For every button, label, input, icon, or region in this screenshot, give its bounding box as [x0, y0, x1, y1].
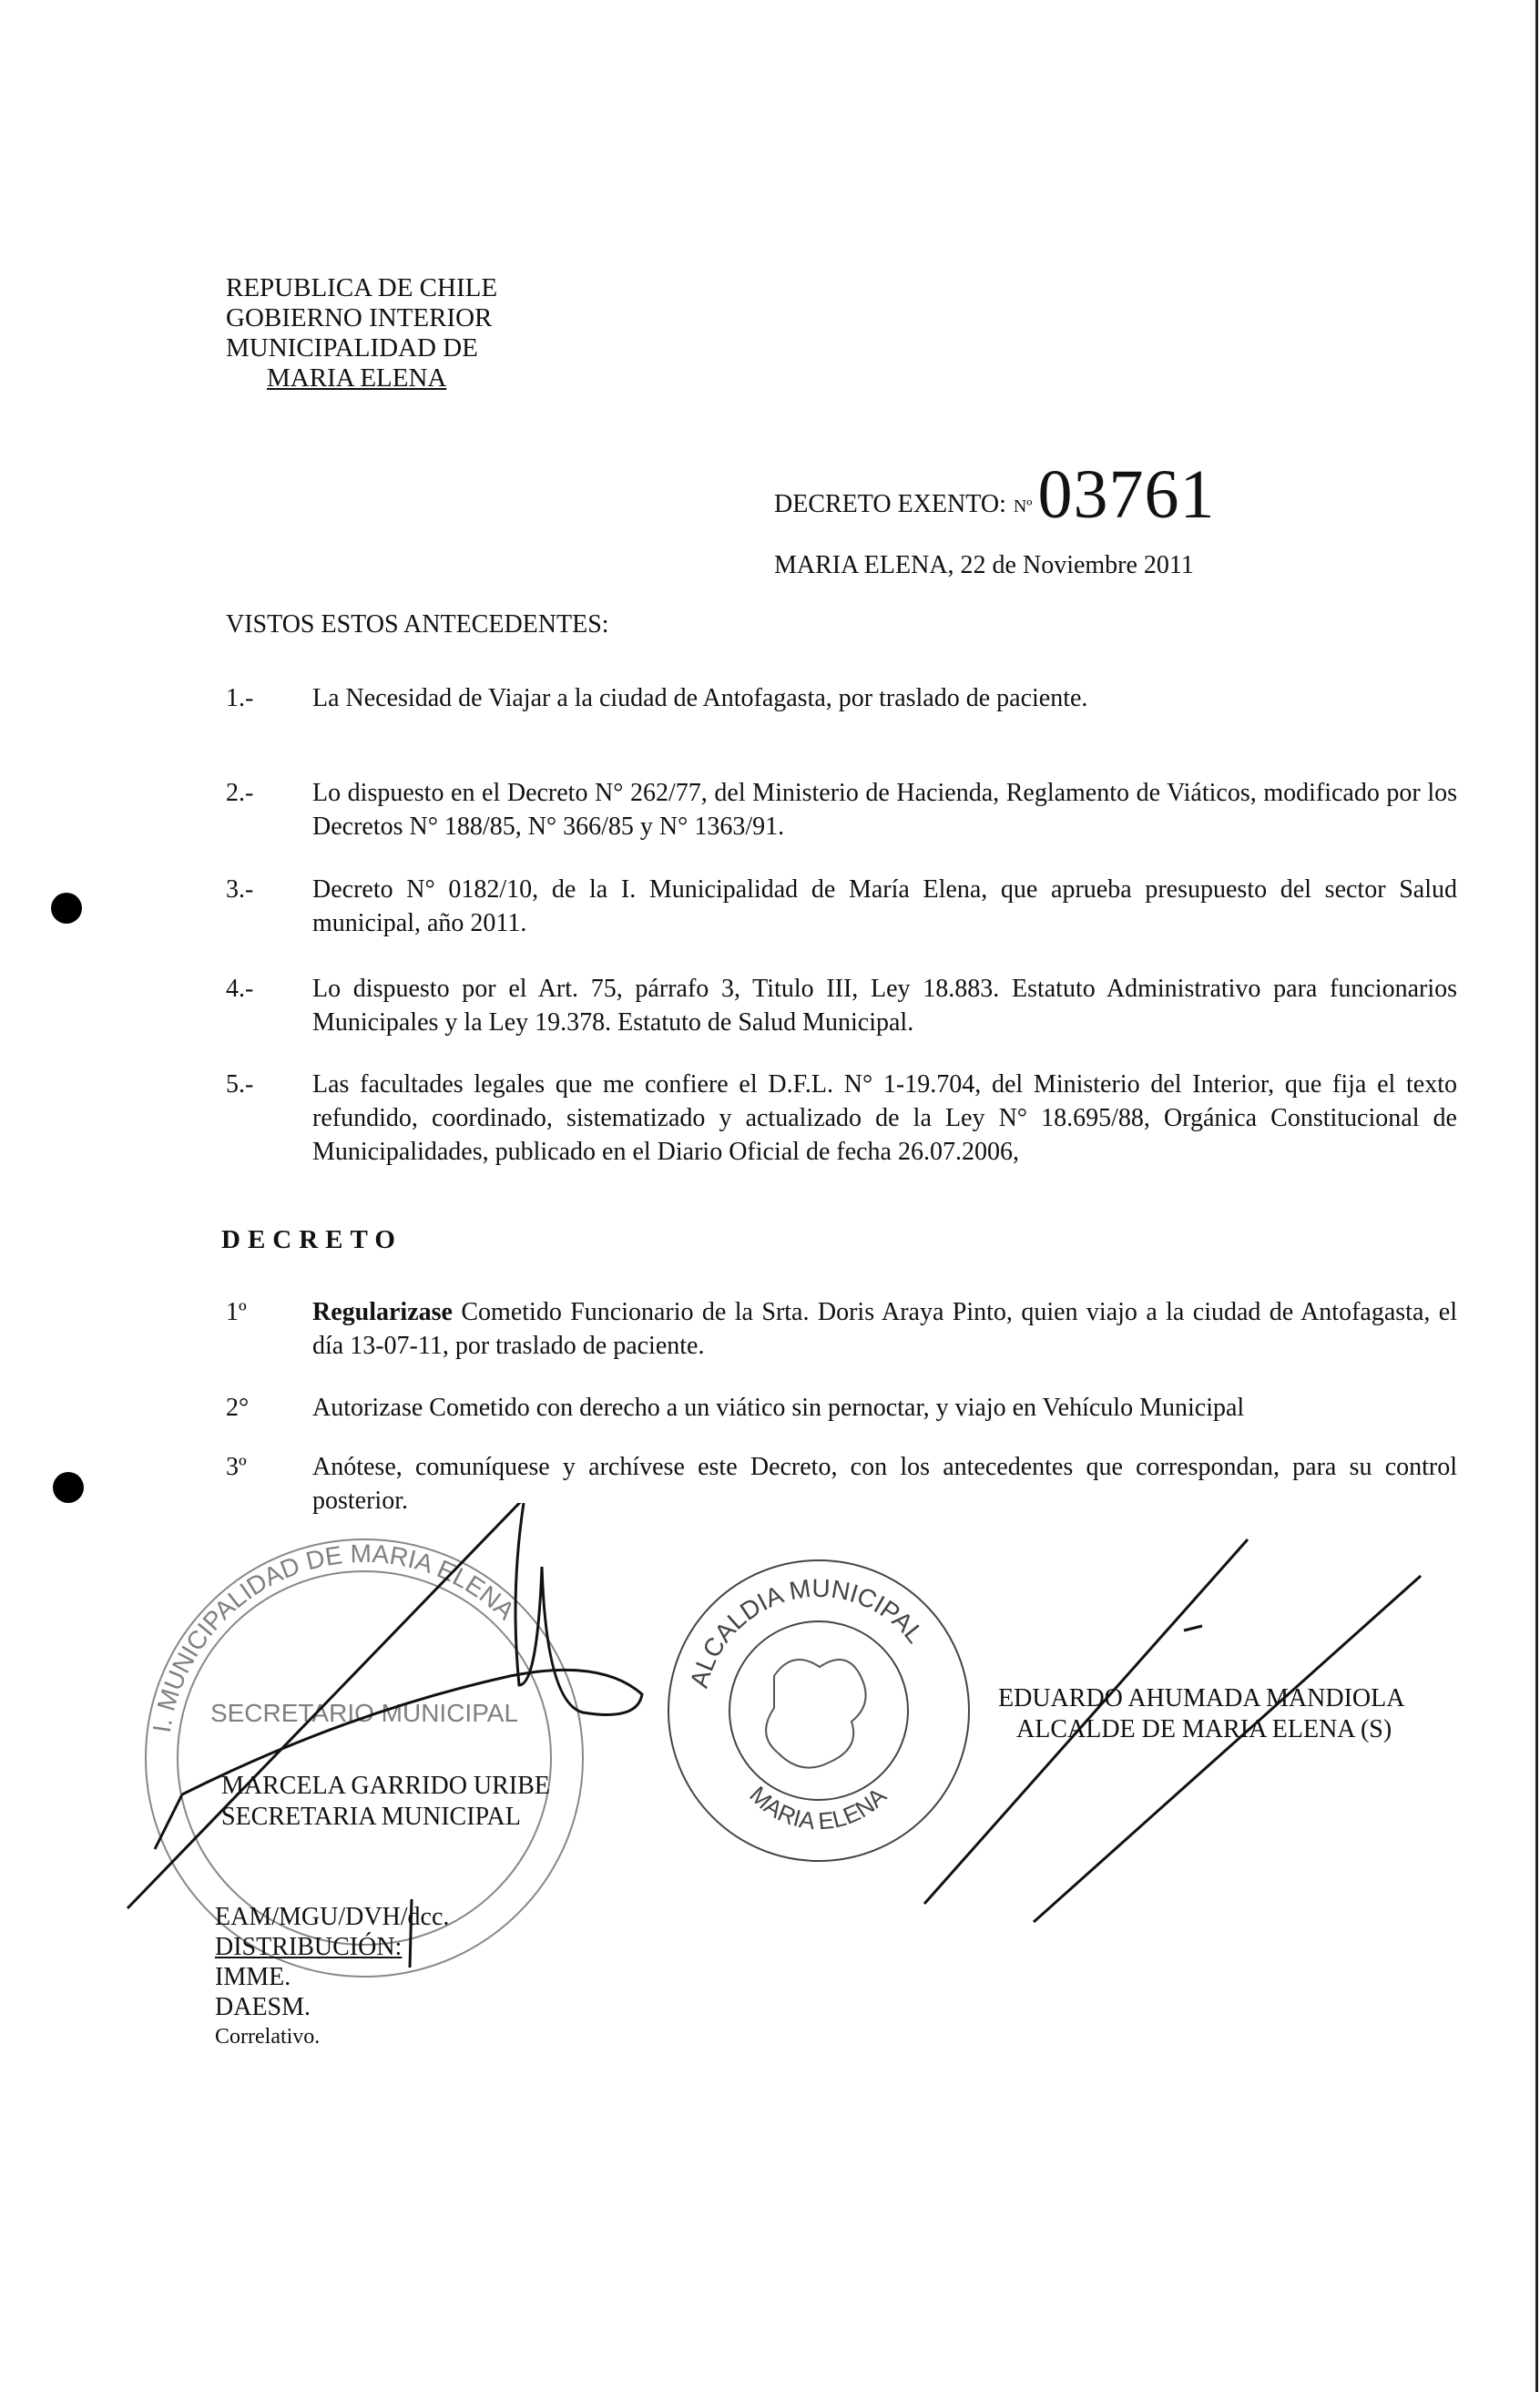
left-signature-block: [221, 1771, 550, 1833]
item-text: Anótese, comuníquese y archívese este Decreto, con los antecedentes que correspondan, para su control posterior.: [312, 1453, 1457, 1515]
item-text: Lo dispuesto en el Decreto N° 262/77, del Ministerio de Hacienda, Reglamento de Viáticos, modificado por los Decretos N° 188/85, N° 366/85 y N° 1363/91.: [312, 779, 1457, 841]
alcaldia-stamp-top-text: ALCALDIA MUNICIPAL: [684, 1573, 930, 1692]
decree-label: DECRETO EXENTO:: [774, 490, 1006, 518]
item-number: 1º: [226, 1298, 247, 1326]
letterhead-line: GOBIERNO INTERIOR: [226, 303, 493, 332]
municipality-stamp-inner-text: SECRETARIO MUNICIPAL: [209, 1699, 519, 1727]
vistos-heading: VISTOS ESTOS ANTECEDENTES:: [226, 610, 609, 639]
visto-item: [226, 1068, 1457, 1169]
item-number: 3º: [226, 1453, 247, 1481]
decreto-item: [226, 1295, 1457, 1363]
item-text: Decreto N° 0182/10, de la I. Municipalidad de María Elena, que aprueba presupuesto del sector Salud municipal, año 2011.: [312, 875, 1457, 937]
letterhead-line: MUNICIPALIDAD DE: [226, 333, 478, 363]
recipient: IMME.: [215, 1963, 291, 1991]
municipality-stamp-text: I. MUNICIPALIDAD DE MARIA ELENA: [147, 1538, 521, 1734]
place-date: MARIA ELENA, 22 de Noviembre 2011: [774, 551, 1194, 579]
distribution-line: [215, 1932, 449, 1962]
item-text: Lo dispuesto por el Art. 75, párrafo 3, Titulo III, Ley 18.883. Estatuto Administrativo para funcionarios Municipales y la Ley 19.378. Estatuto de Salud Municipal.: [312, 975, 1457, 1037]
letterhead: [226, 273, 497, 394]
item-body: Cometido Funcionario de la Srta. Doris Araya Pinto, quien viajo a la ciudad de Antofagasta, el día 13-07-11, por traslado de paciente.: [312, 1298, 1457, 1360]
letterhead-line: REPUBLICA DE CHILE: [226, 273, 498, 302]
item-bold-lead: Regularizase: [312, 1298, 453, 1326]
item-text: Autorizase Cometido con derecho a un viático sin pernoctar, y viajo en Vehículo Municipal: [312, 1394, 1245, 1422]
punch-hole-bottom: [53, 1472, 84, 1503]
recipient: DAESM.: [215, 1993, 311, 2021]
signatory-name: EDUARDO AHUMADA MANDIOLA: [998, 1684, 1405, 1712]
punch-hole-top: [51, 893, 82, 924]
item-text: [312, 1295, 1457, 1363]
footer: [215, 1902, 449, 2052]
alcaldia-stamp-bottom-text: MARIA ELENA: [744, 1780, 892, 1835]
letterhead-line: [226, 363, 497, 394]
decreto-item: [226, 1391, 1457, 1425]
signatory-title: ALCALDE DE MARIA ELENA (S): [1016, 1715, 1392, 1743]
item-number: 2.-: [226, 779, 254, 807]
number-prefix: Nº: [1013, 496, 1033, 516]
visto-item: [226, 873, 1457, 940]
signatory-title: SECRETARIA MUNICIPAL: [221, 1803, 521, 1831]
decree-number-line: [774, 455, 1216, 535]
item-text: Las facultades legales que me confiere el D.F.L. N° 1-19.704, del Ministerio del Interior, que fija el texto refundido, coordinado, sistematizado y actualizado de la Ley N° 18.695/88, Orgánica Constitucional de Municipalidades, publicado en el Diario Oficial de fecha 26.07.2006,: [312, 1070, 1457, 1166]
right-signature-block: [998, 1683, 1404, 1745]
distribution-label: DISTRIBUCIÓN:: [215, 1933, 403, 1961]
correlativo: Correlativo.: [215, 2025, 321, 2049]
signatory-name: MARCELA GARRIDO URIBE: [221, 1772, 550, 1800]
item-number: 3.-: [226, 875, 254, 904]
visto-item: [226, 776, 1457, 843]
item-number: 2°: [226, 1394, 250, 1422]
decreto-heading: DECRETO: [221, 1225, 403, 1254]
visto-item: [226, 972, 1457, 1039]
initials: EAM/MGU/DVH/dcc.: [215, 1903, 450, 1931]
item-number: 5.-: [226, 1070, 254, 1099]
letterhead-city: MARIA ELENA: [267, 363, 447, 393]
decree-number: 03761: [1037, 456, 1216, 533]
item-number: 4.-: [226, 975, 254, 1003]
item-number: 1.-: [226, 684, 254, 712]
item-text: La Necesidad de Viajar a la ciudad de Antofagasta, por traslado de paciente.: [312, 684, 1088, 712]
visto-item: [226, 681, 1457, 715]
